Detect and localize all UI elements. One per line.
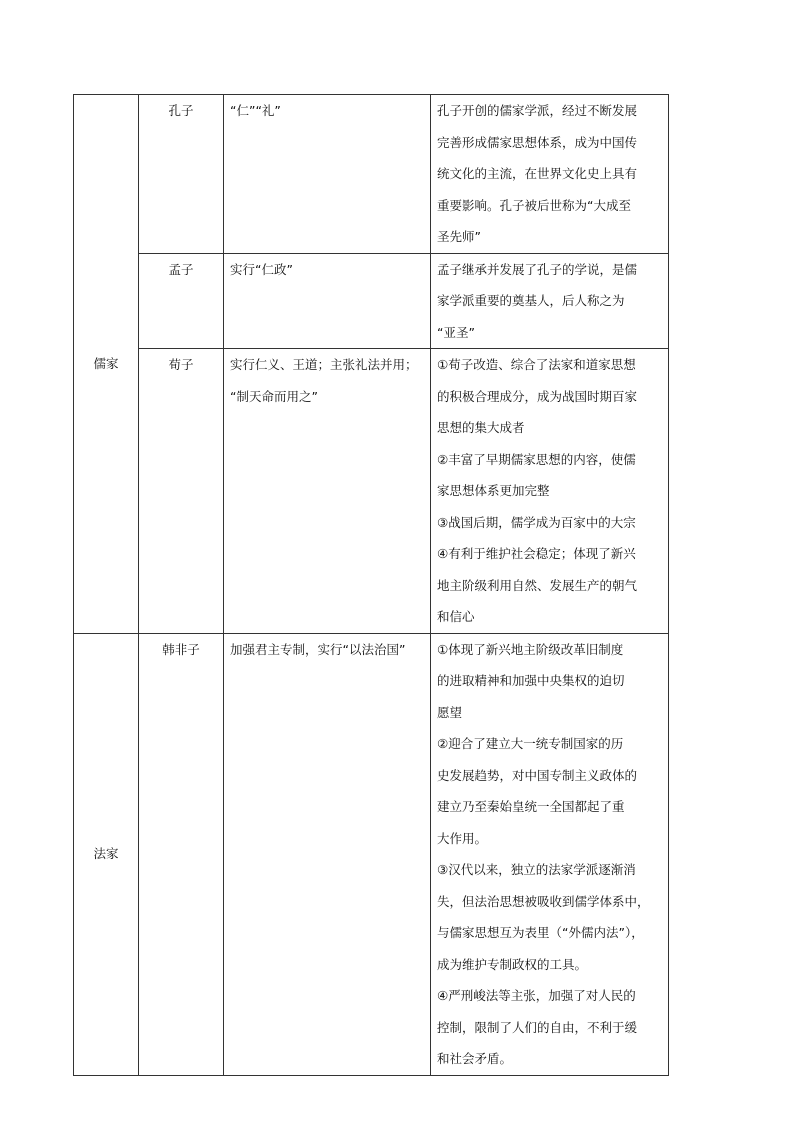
effect-line: 家思想体系更加完整 [437, 483, 550, 498]
effect-line: 完善形成儒家思想体系，成为中国传 [437, 134, 638, 150]
table-row [74, 349, 669, 634]
effect-line: 重要影响。孔子被后世称为“大成至 [437, 197, 631, 213]
effect-line: 的进取精神和加强中央集权的迫切 [437, 673, 625, 688]
person-cell: 韩非子 [139, 633, 224, 1075]
idea-line: 加强君主专制，实行“以法治国” [230, 641, 406, 657]
effect-cell [431, 633, 669, 1075]
idea-line: “制天命而用之” [230, 388, 318, 404]
effect-line: 与儒家思想互为表里（“外儒内法”）， [437, 925, 644, 940]
effect-line: 地主阶级利用自然、发展生产的朝气 [437, 577, 638, 593]
idea-cell [224, 253, 431, 349]
effect-cell [431, 95, 669, 254]
effect-line: 愿望 [437, 704, 463, 720]
idea-cell [224, 95, 431, 254]
idea-cell [224, 633, 431, 1075]
idea-line: “仁”“礼” [230, 103, 281, 118]
effect-line: 成为维护专制政权的工具。 [437, 956, 588, 972]
effect-line: ④严刑峻法等主张，加强了对人民的 [437, 988, 636, 1003]
effect-line: 大作用。 [437, 830, 488, 846]
effect-line: ②迎合了建立大一统专制国家的历 [437, 736, 624, 751]
history-thought-table [73, 94, 669, 1076]
idea-line: 实行“仁政” [230, 261, 293, 277]
table-row [74, 253, 669, 349]
effect-line: ①体现了新兴地主阶级改革旧制度 [437, 641, 624, 657]
effect-cell [431, 349, 669, 634]
table-row [74, 95, 669, 254]
effect-line: 统文化的主流，在世界文化史上具有 [437, 166, 638, 181]
effect-line: 圣先师” [437, 229, 481, 244]
effect-line: 的积极合理成分，成为战国时期百家 [437, 388, 638, 404]
effect-line: 控制，限制了人们的自由，不利于缓 [437, 1019, 638, 1035]
effect-line: ③汉代以来，独立的法家学派逐渐消 [437, 862, 636, 877]
person-cell: 孟子 [139, 253, 224, 349]
effect-line: 建立乃至秦始皇统一全国都起了重 [437, 799, 625, 814]
effect-cell [431, 253, 669, 349]
idea-cell [224, 349, 431, 634]
effect-line: 思想的集大成者 [437, 420, 525, 435]
effect-line: 失，但法治思想被吸收到儒学体系中， [437, 893, 650, 909]
effect-line: ②丰富了早期儒家思想的内容，使儒 [437, 451, 636, 467]
effect-line: 家学派重要的奠基人，后人称之为 [437, 293, 625, 308]
idea-line: 实行仁义、王道；主张礼法并用； [230, 357, 418, 372]
person-cell: 荀子 [139, 349, 224, 634]
effect-line: ④有利于维护社会稳定；体现了新兴 [437, 546, 636, 561]
effect-line: ①荀子改造、综合了法家和道家思想 [437, 357, 636, 372]
school-cell: 儒家 [74, 95, 139, 634]
table-row [74, 633, 669, 1075]
school-cell: 法家 [74, 633, 139, 1075]
effect-line: “亚圣” [437, 324, 475, 340]
effect-line: 孟子继承并发展了孔子的学说，是儒 [437, 261, 638, 277]
effect-line: 和信心 [437, 609, 475, 624]
effect-line: 和社会矛盾。 [437, 1051, 513, 1066]
person-cell: 孔子 [139, 95, 224, 254]
effect-line: 史发展趋势，对中国专制主义政体的 [437, 767, 638, 783]
effect-line: 孔子开创的儒家学派，经过不断发展 [437, 103, 638, 118]
effect-line: ③战国后期，儒学成为百家中的大宗 [437, 514, 636, 530]
